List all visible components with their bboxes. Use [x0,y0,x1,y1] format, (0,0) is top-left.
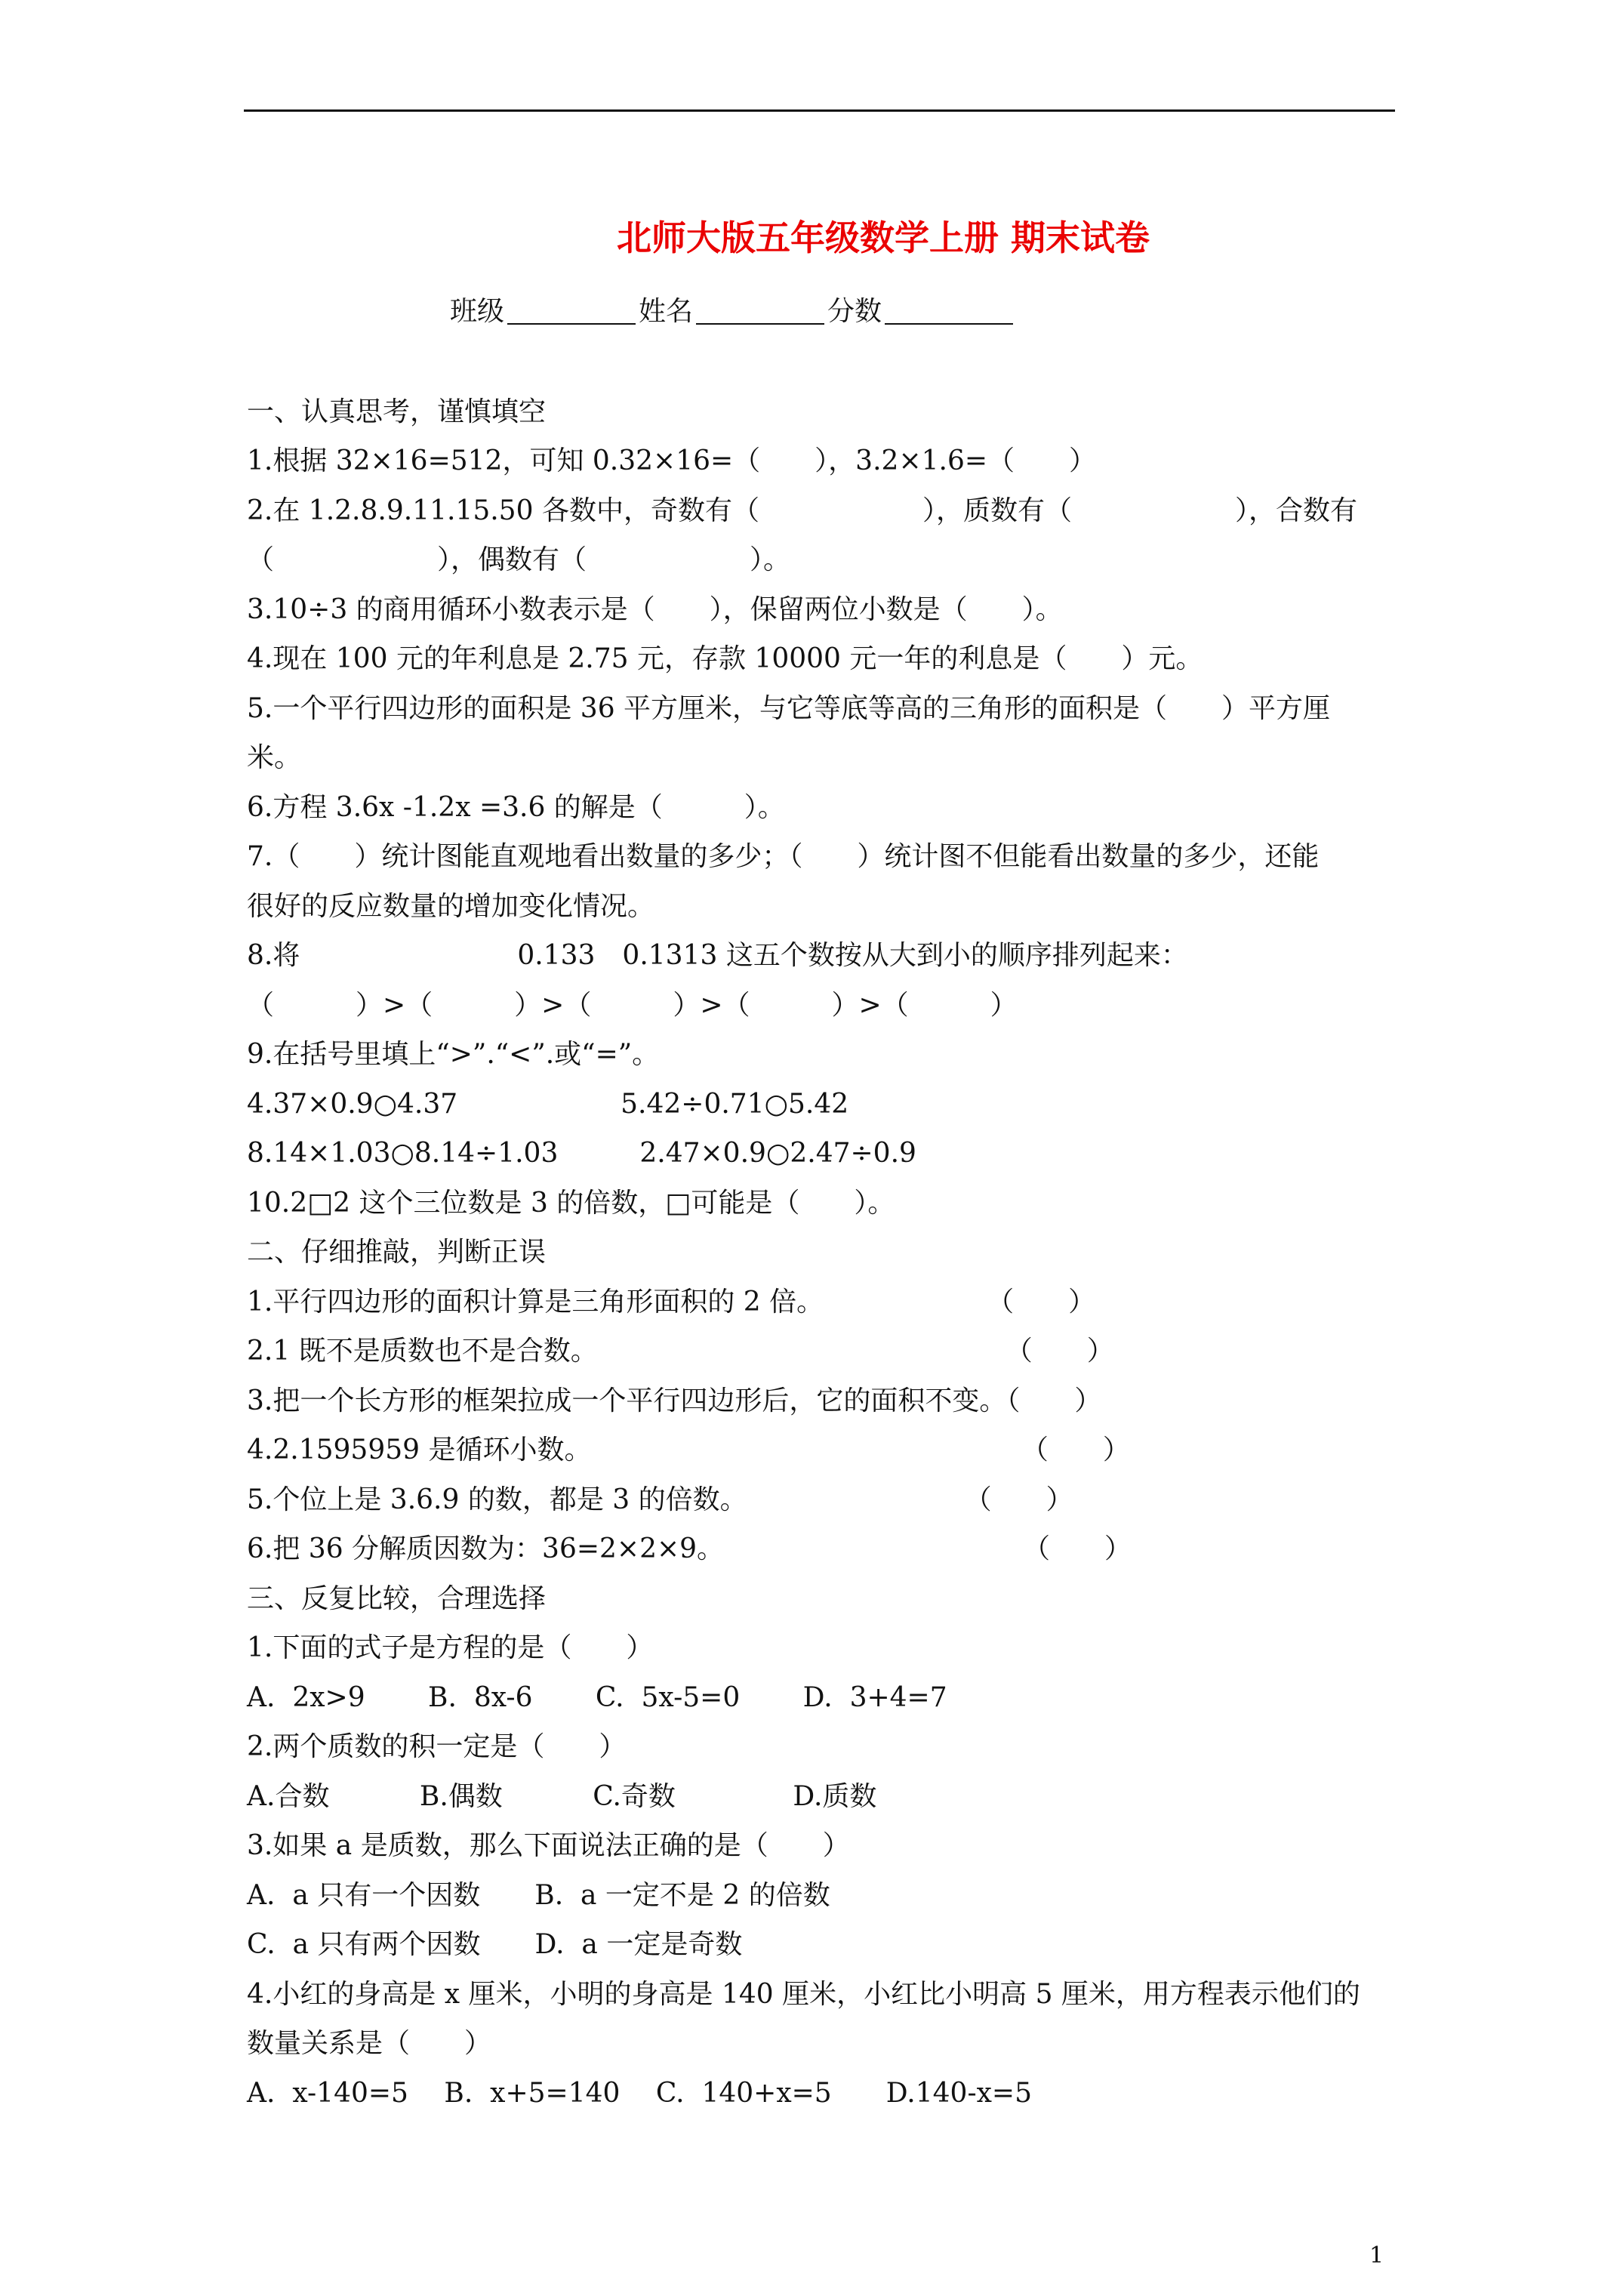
score-label: 分数 [827,296,882,327]
question-line: 2.1 既不是质数也不是合数。 （ ） [247,1336,1114,1367]
question-line: 9.在括号里填上“>”.“<”.或“=”。 [247,1039,660,1070]
question-line: 8.将 0.133 0.1313 这五个数按从大到小的顺序排列起来： [247,940,1188,971]
options-line: A.合数 B.偶数 C.奇数 D.质数 [247,1781,877,1812]
question-line: 2.在 1.2.8.9.11.15.50 各数中，奇数有（ ），质数有（ ），合数有 [247,495,1357,526]
question-line: 1.平行四边形的面积计算是三角形面积的 2 倍。 （ ） [247,1287,1096,1318]
question-line: 10.2□2 这个三位数是 3 的倍数，□可能是（ ）。 [247,1188,895,1219]
name-label: 姓名 [639,296,694,327]
question-line: 5.一个平行四边形的面积是 36 平方厘米，与它等底等高的三角形的面积是（ ）平方厘 [247,693,1331,724]
score-blank[interactable] [885,293,1013,325]
header-rule [244,109,1395,112]
question-line: 4.37×0.9○4.37 5.42÷0.71○5.42 [247,1089,849,1120]
question-line: 数量关系是（ ） [247,2028,492,2059]
question-line: （ ）>（ ）>（ ）>（ ）>（ ） [247,990,1018,1021]
section-1-heading: 一、认真思考，谨慎填空 [247,396,547,427]
question-line: 3.把一个长方形的框架拉成一个平行四边形后，它的面积不变。（ ） [247,1385,1102,1416]
section-2-heading: 二、仔细推敲，判断正误 [247,1237,547,1268]
question-line: 3.10÷3 的商用循环小数表示是（ ），保留两位小数是（ ）。 [247,594,1063,625]
question-line: 6.方程 3.6x -1.2x =3.6 的解是（ ）。 [247,792,785,823]
question-line: 4.小红的身高是 x 厘米，小明的身高是 140 厘米，小红比小明高 5 厘米，用方程表示他们的 [247,1979,1360,2010]
question-line: 很好的反应数量的增加变化情况。 [247,891,655,922]
question-line: 4.2.1595959 是循环小数。 （ ） [247,1435,1130,1465]
options-line: A. a 只有一个因数 B. a 一定不是 2 的倍数 [247,1880,830,1911]
question-line: （ ），偶数有（ ）。 [247,544,791,575]
question-line: 4.现在 100 元的年利息是 2.75 元，存款 10000 元一年的利息是（ ）元。 [247,643,1203,674]
question-line: 米。 [247,742,302,773]
question-line: 3.如果 a 是质数，那么下面说法正确的是（ ） [247,1830,850,1861]
question-line: 5.个位上是 3.6.9 的数，都是 3 的倍数。 （ ） [247,1484,1073,1515]
options-line: A. 2x>9 B. 8x-6 C. 5x-5=0 D. 3+4=7 [247,1682,947,1713]
class-label: 班级 [450,296,505,327]
page-number: 1 [1369,2242,1384,2269]
question-line: 2.两个质数的积一定是（ ） [247,1731,627,1762]
question-line: 1.根据 32×16=512，可知 0.32×16=（ ），3.2×1.6=（ ） [247,445,1097,476]
options-line: A. x-140=5 B. x+5=140 C. 140+x=5 D.140-x=5 [247,2078,1032,2109]
class-blank[interactable] [507,293,636,325]
name-blank[interactable] [696,293,824,325]
question-line: 6.把 36 分解质因数为：36=2×2×9。 （ ） [247,1533,1132,1564]
page-title: 北师大版五年级数学上册 期末试卷 [616,217,1150,258]
question-line: 1.下面的式子是方程的是（ ） [247,1632,654,1663]
section-3-heading: 三、反复比较，合理选择 [247,1583,547,1614]
options-line: C. a 只有两个因数 D. a 一定是奇数 [247,1929,743,1960]
student-info-line [450,291,1016,333]
question-line: 7.（ ）统计图能直观地看出数量的多少；（ ）统计图不但能看出数量的多少，还能 [247,841,1320,872]
question-line: 8.14×1.03○8.14÷1.03 2.47×0.9○2.47÷0.9 [247,1138,916,1169]
